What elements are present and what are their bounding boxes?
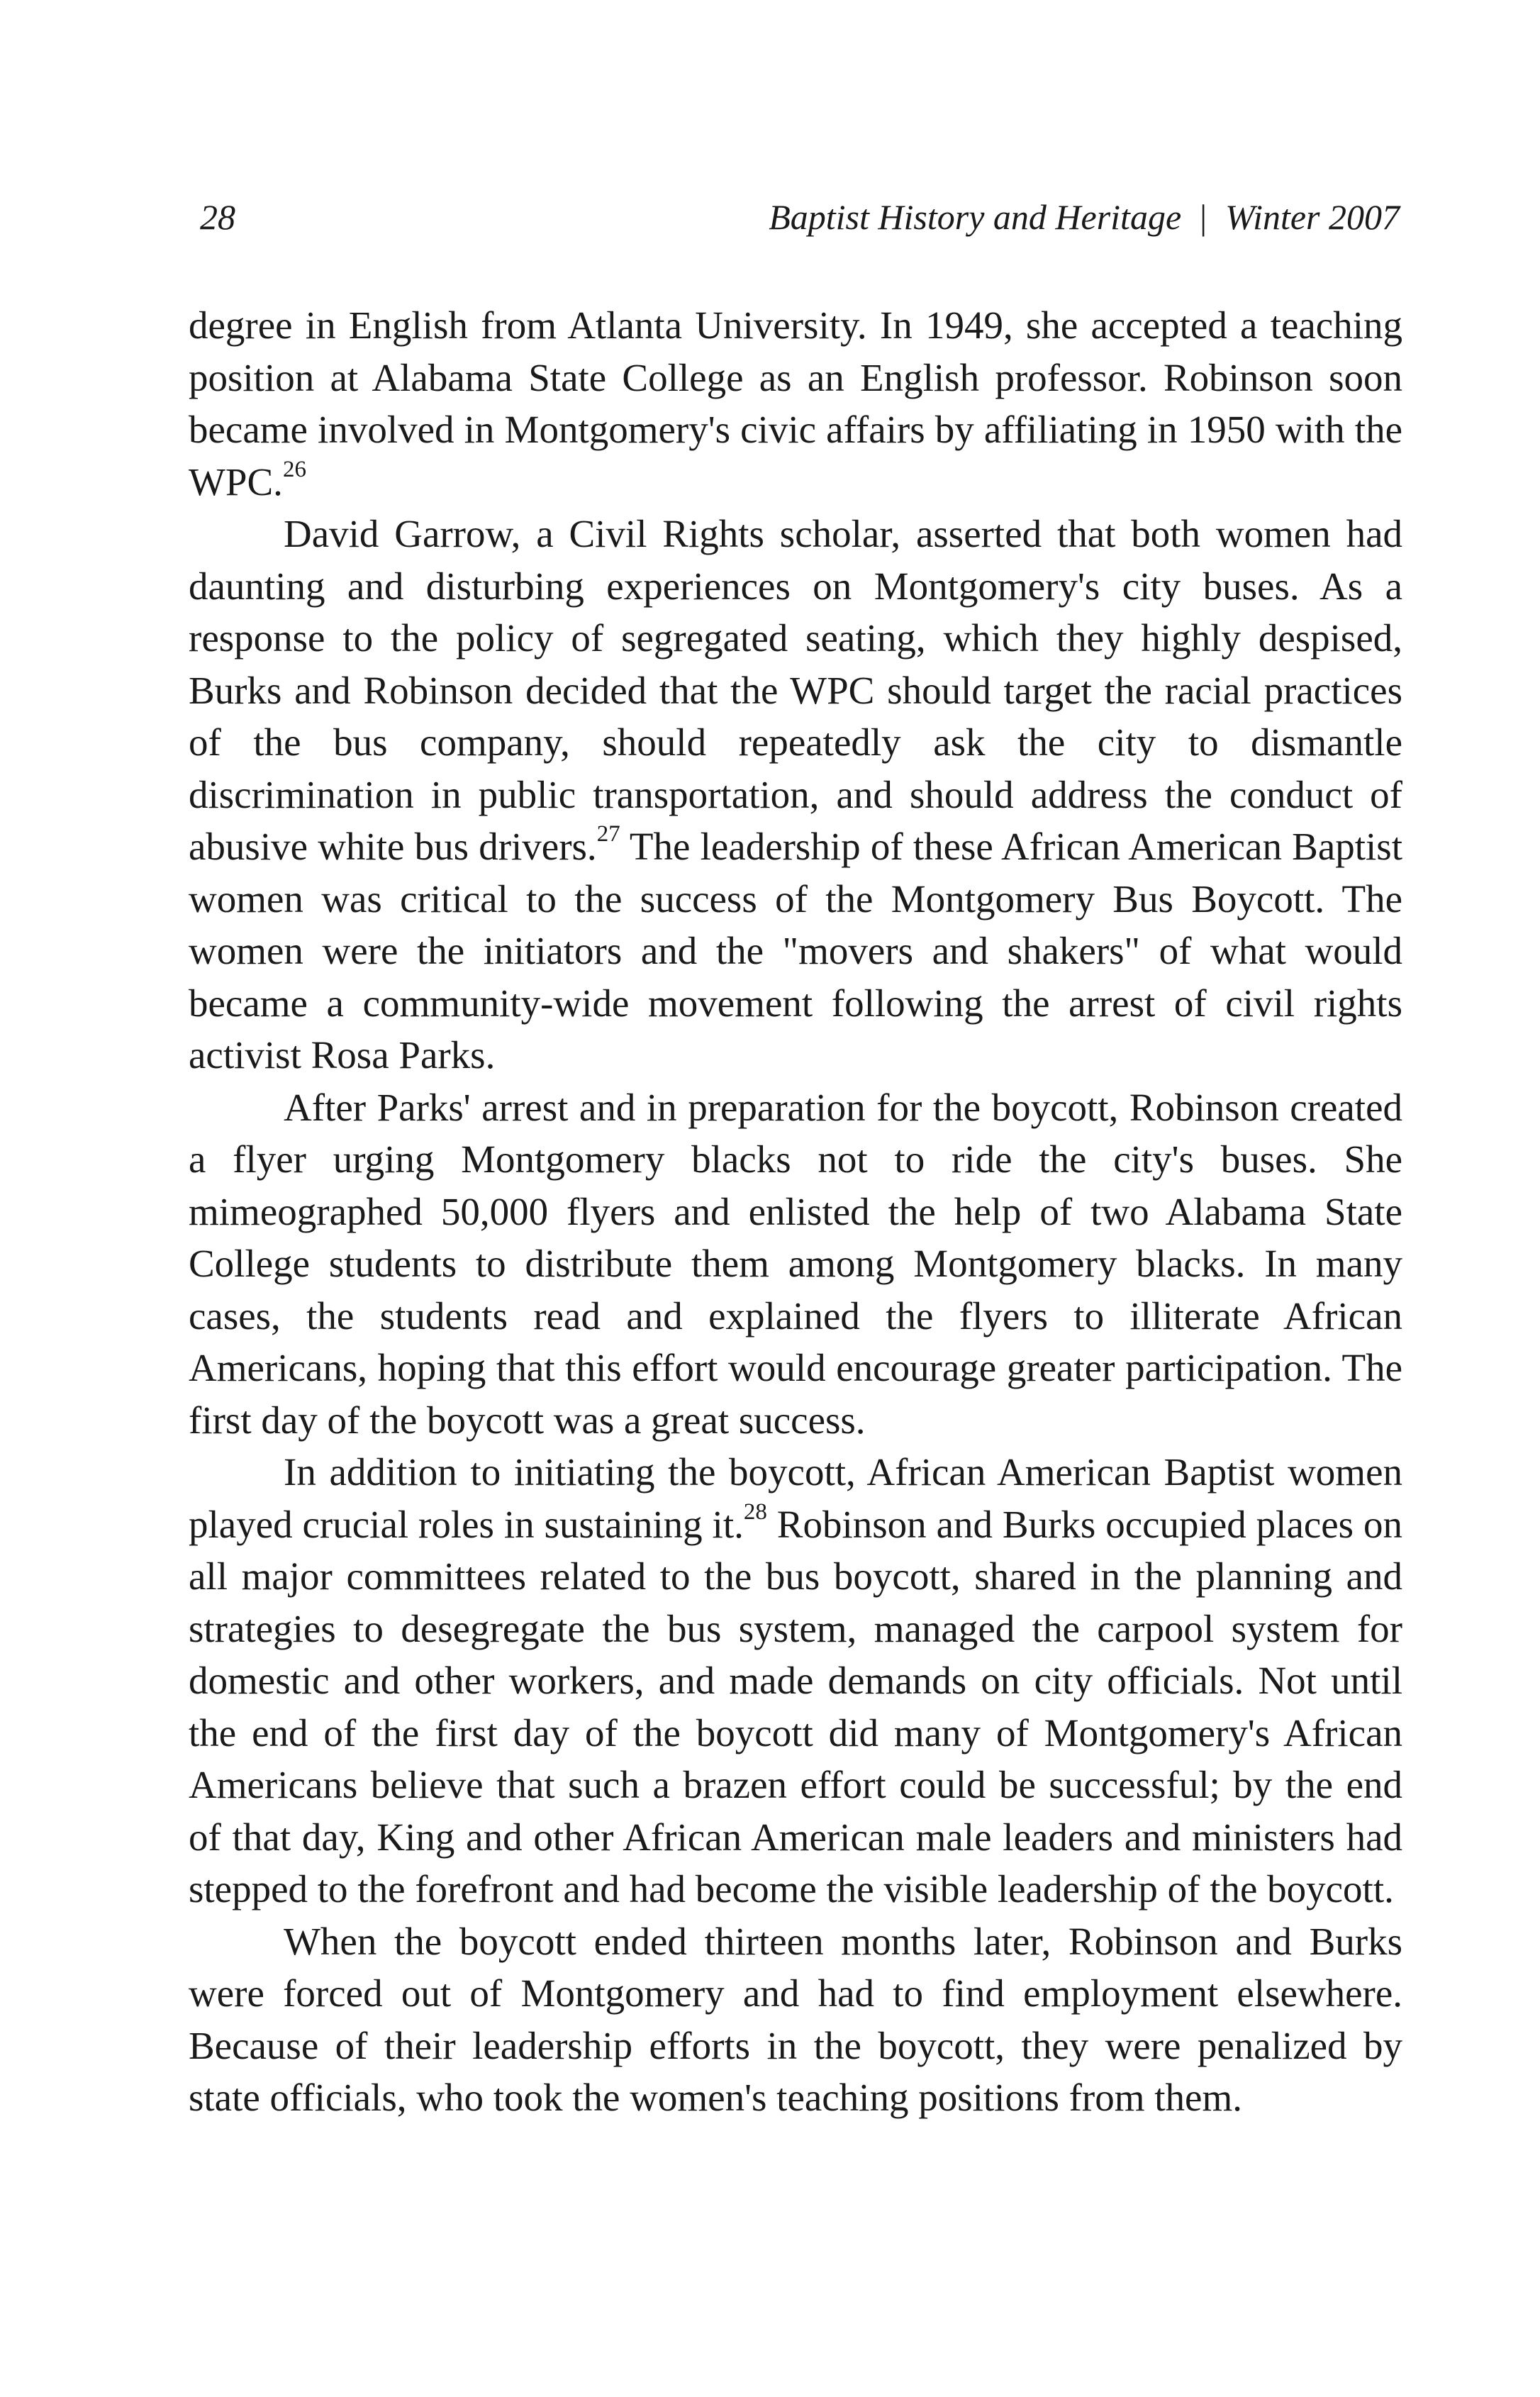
paragraph-text: degree in English from Atlanta University. In 1949, she accepted a teaching position at Alabama State College as an English professor. Robinson soon became involved in Montgomery's civic affairs by affiliating in 1950 with the WPC.	[189, 304, 1402, 504]
journal-title: Baptist History and Heritage	[769, 197, 1182, 237]
page-number: 28	[200, 197, 235, 237]
paragraph-text-continued: The leadership of these African American Baptist women was critical to the success of the Montgomery Bus Boycott. The women were the initiators and the "movers and shakers" of what would became a community-wide movement following the arrest of civil rights activist Rosa Parks.	[189, 825, 1402, 1077]
paragraph-1	[189, 299, 1402, 508]
footnote-ref-28: 28	[743, 1498, 767, 1525]
paragraph-3	[189, 1081, 1402, 1447]
paragraph-text: When the boycott ended thirteen months later, Robinson and Burks were forced out of Montgomery and had to find employment elsewhere. Because of their leadership efforts in the boycott, they were penalized by state officials, who took the women's teaching positions from them.	[189, 1919, 1402, 2119]
paragraph-5	[189, 1915, 1402, 2124]
issue-label: Winter 2007	[1225, 197, 1400, 237]
paragraph-text: In addition to initiating the boycott, African American Baptist women played crucial roles in sustaining it.	[189, 1450, 1402, 1546]
footnote-ref-27: 27	[596, 821, 620, 847]
footnote-ref-26: 26	[282, 456, 306, 482]
paragraph-4	[189, 1446, 1402, 1915]
paragraph-2	[189, 508, 1402, 1081]
paragraph-text: After Parks' arrest and in preparation for the boycott, Robinson created a flyer urging Montgomery blacks not to ride the city's buses. She mimeographed 50,000 flyers and enlisted the help of two Alabama State College students to distribute them among Montgomery blacks. In many cases, the students read and explained the flyers to illiterate African Americans, hoping that this effort would encourage greater participation. The first day of the boycott was a great success.	[189, 1085, 1402, 1442]
running-head	[769, 189, 1400, 245]
running-header	[200, 189, 1400, 245]
paragraph-text: David Garrow, a Civil Rights scholar, asserted that both women had daunting and disturbing experiences on Montgomery's city buses. As a response to the policy of segregated seating, which they highly despised, Burks and Robinson decided that the WPC should target the racial practices of the bus company, should repeatedly ask the city to dismantle discrimination in public transportation, and should address the conduct of abusive white bus drivers.	[189, 512, 1402, 868]
header-separator: |	[1200, 197, 1207, 237]
article-body	[189, 299, 1402, 2124]
paragraph-text-continued: Robinson and Burks occupied places on all major committees related to the bus boycott, shared in the planning and strategies to desegregate the bus system, managed the carpool system for domestic and other workers, and made demands on city officials. Not until the end of the first day of the boycott did many of Montgomery's African Americans believe that such a brazen effort could be successful; by the end of that day, King and other African American male leaders and ministers had stepped to the forefront and had become the visible leadership of the boycott.	[189, 1502, 1403, 1911]
